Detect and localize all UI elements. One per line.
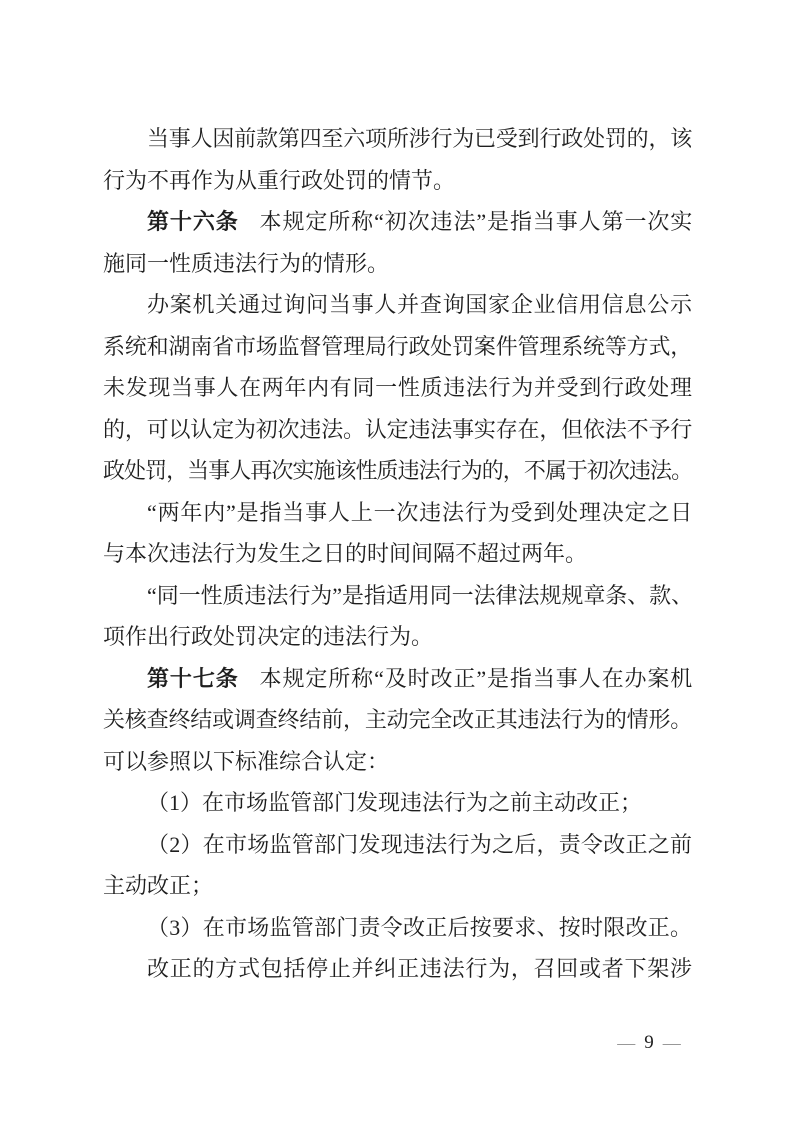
text-line — [103, 450, 692, 492]
line-text: 可以参照以下标准综合认定： — [103, 748, 390, 774]
line-text: （3）在市场监管部门责令改正后按要求、按时限改正。 — [147, 914, 692, 940]
line-text: 关核查终结或调查终结前，主动完全改正其违法行为的情形。 — [103, 707, 692, 732]
line-text: 项作出行政处罚决定的违法行为。 — [103, 624, 434, 649]
text-line — [103, 409, 692, 451]
list-item-1 — [103, 782, 692, 824]
text-line — [103, 326, 692, 368]
text-line — [103, 243, 692, 285]
list-item-3 — [103, 907, 692, 949]
paragraph — [103, 948, 692, 990]
line-text: 办案机关通过询问当事人并查询国家企业信用信息公示 — [147, 292, 692, 317]
text-line — [103, 492, 692, 534]
footer-dash-left: — — [617, 1033, 636, 1053]
line-text: 本规定所称“初次违法”是指当事人第一次实 — [259, 209, 692, 234]
article-number: 第十七条 — [147, 665, 239, 691]
text-line — [103, 533, 692, 575]
line-text: 的，可以认定为初次违法。认定违法事实存在，但依法不予行 — [103, 416, 692, 442]
text-line — [103, 865, 692, 907]
line-text: 改正的方式包括停止并纠正违法行为，召回或者下架涉 — [147, 956, 692, 981]
document-body — [103, 118, 692, 990]
line-text: 本规定所称“及时改正”是指当事人在办案机 — [259, 665, 692, 691]
line-text: 施同一性质违法行为的情形。 — [103, 250, 390, 276]
text-line — [103, 741, 692, 783]
paragraph-article-16 — [103, 201, 692, 284]
line-text: 系统和湖南省市场监督管理局行政处罚案件管理系统等方式， — [103, 333, 692, 359]
footer-dash-right: — — [662, 1033, 681, 1053]
paragraph-article-17 — [103, 658, 692, 783]
paragraph — [103, 284, 692, 492]
text-line — [103, 948, 692, 990]
text-line — [103, 284, 692, 326]
line-text: 政处罚，当事人再次实施该性质违法行为的，不属于初次违法。 — [103, 458, 692, 483]
page-number: 9 — [644, 1032, 654, 1053]
line-text: 未发现当事人在两年内有同一性质违法行为并受到行政处理 — [103, 375, 692, 400]
text-line — [103, 699, 692, 741]
line-text: （2）在市场监管部门发现违法行为之后，责令改正之前 — [147, 831, 692, 857]
text-line — [103, 201, 692, 243]
line-text: 主动改正； — [103, 873, 214, 898]
line-text: （1）在市场监管部门发现违法行为之前主动改正； — [147, 790, 643, 815]
text-line — [103, 658, 692, 700]
page-footer — [604, 1030, 694, 1056]
text-line — [103, 824, 692, 866]
paragraph — [103, 575, 692, 658]
line-text: 当事人因前款第四至六项所涉行为已受到行政处罚的，该 — [147, 126, 692, 151]
line-text: 行为不再作为从重行政处罚的情节。 — [103, 167, 456, 193]
list-item-2 — [103, 824, 692, 907]
text-line — [103, 160, 692, 202]
text-line — [103, 367, 692, 409]
line-text: 与本次违法行为发生之日的时间间隔不超过两年。 — [103, 541, 588, 566]
paragraph — [103, 118, 692, 201]
line-text: “同一性质违法行为”是指适用同一法律法规规章条、款、 — [147, 582, 692, 608]
paragraph — [103, 492, 692, 575]
article-number: 第十六条 — [147, 209, 239, 234]
text-line — [103, 575, 692, 617]
text-line — [103, 907, 692, 949]
text-line — [103, 782, 692, 824]
line-text: “两年内”是指当事人上一次违法行为受到处理决定之日 — [147, 499, 692, 525]
text-line — [103, 118, 692, 160]
text-line — [103, 616, 692, 658]
